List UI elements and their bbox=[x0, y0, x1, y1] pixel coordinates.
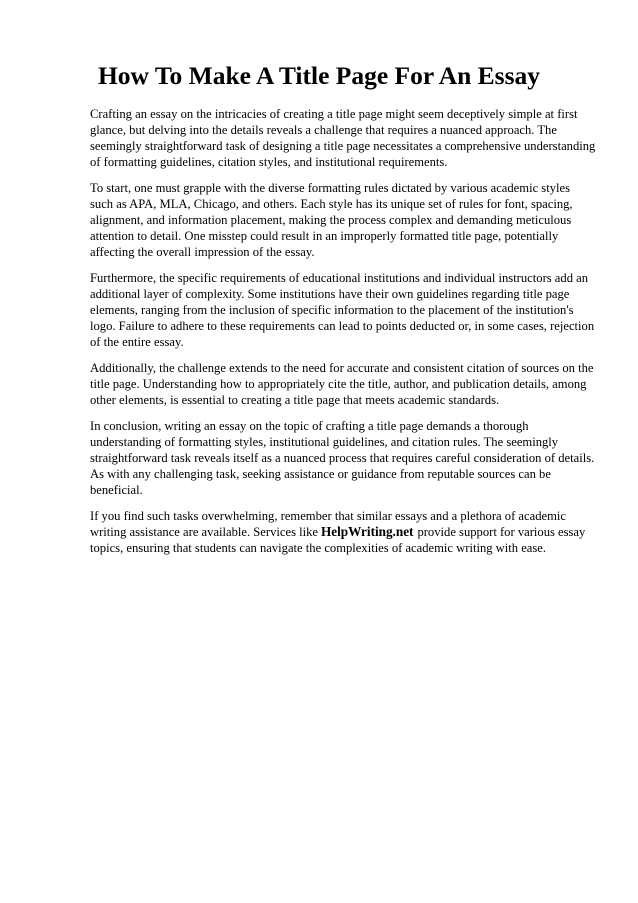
closing-text-after: provide support for various essay topics, ensuring that students can navigate the complexities of academic writing with ease. bbox=[90, 525, 586, 555]
paragraph-closing bbox=[90, 508, 596, 556]
paragraph-institution-requirements: Furthermore, the specific requirements of educational institutions and individual instructors add an additional layer of complexity. Some institutions have their own guidelines regarding title page elements, ranging from the inclusion of specific information to the placement of the institution's logo. Failure to adhere to these requirements can lead to points deducted or, in some cases, rejection of the entire essay. bbox=[90, 271, 595, 349]
service-brand-name: HelpWriting.net bbox=[321, 524, 414, 539]
paragraph-formatting-rules: To start, one must grapple with the diverse formatting rules dictated by various academic styles such as APA, MLA, Chicago, and others. Each style has its unique set of rules for font, spacing, alignment, and information placement, making the process complex and demanding meticulous attention to detail. One misstep could result in an improperly formatted title page, potentially affecting the overall impression of the essay. bbox=[90, 181, 573, 259]
essay-body bbox=[90, 106, 596, 566]
paragraph-citation: Additionally, the challenge extends to the need for accurate and consistent citation of sources on the title page. Understanding how to appropriately cite the title, author, and publication details, among other elements, is essential to creating a title page that meets academic standards. bbox=[90, 361, 594, 407]
paragraph-intro: Crafting an essay on the intricacies of creating a title page might seem deceptively simple at first glance, but delving into the details reveals a challenge that requires a nuanced approach. The seemingly straightforward task of designing a title page necessitates a comprehensive understanding of formatting guidelines, citation styles, and institutional requirements. bbox=[90, 107, 596, 169]
page-title: How To Make A Title Page For An Essay bbox=[97, 61, 541, 90]
closing-text-before: If you find such tasks overwhelming, remember that similar essays and a plethora of academic writing assistance are available. Services like bbox=[90, 509, 566, 539]
paragraph-conclusion: In conclusion, writing an essay on the topic of crafting a title page demands a thorough understanding of formatting styles, institutional guidelines, and citation rules. The seemingly straightforward task reveals itself as a nuanced process that requires careful consideration of details. As with any challenging task, seeking assistance or guidance from reputable sources can be beneficial. bbox=[90, 419, 595, 497]
